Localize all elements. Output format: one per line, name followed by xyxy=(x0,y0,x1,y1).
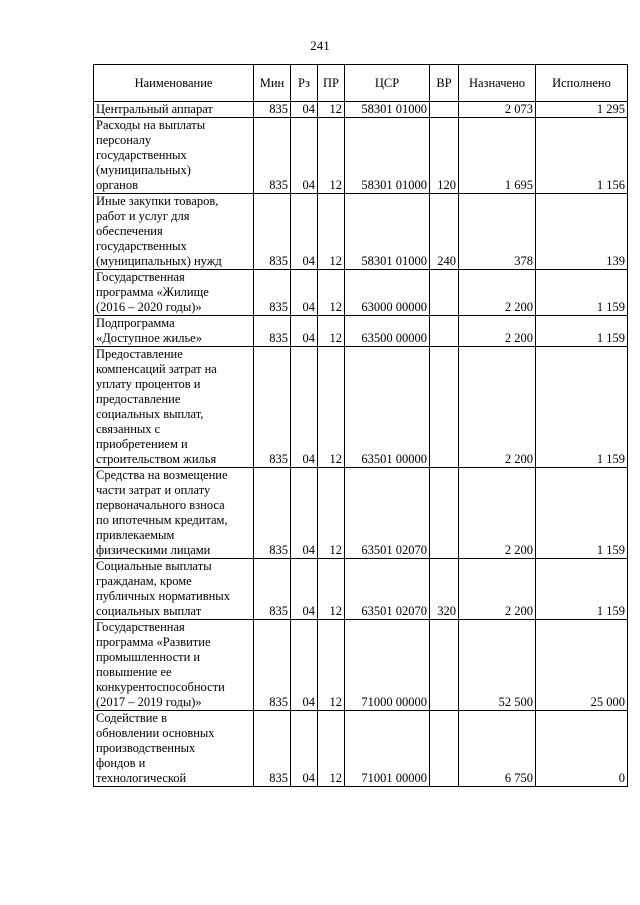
cell-min: 835 xyxy=(254,711,291,787)
table-row xyxy=(94,347,628,468)
cell-name: Расходы на выплаты персоналу государственных (муниципальных) органов xyxy=(94,118,254,194)
cell-pr: 12 xyxy=(318,270,345,316)
cell-min: 835 xyxy=(254,620,291,711)
cell-min: 835 xyxy=(254,102,291,118)
cell-csr: 63000 00000 xyxy=(345,270,430,316)
cell-csr: 63501 02070 xyxy=(345,468,430,559)
cell-name: Государственная программа «Жилище (2016 – 2020 годы)» xyxy=(94,270,254,316)
cell-rz: 04 xyxy=(291,102,318,118)
cell-executed: 139 xyxy=(536,194,628,270)
cell-executed: 25 000 xyxy=(536,620,628,711)
cell-name: Подпрограмма «Доступное жилье» xyxy=(94,316,254,347)
cell-executed: 1 159 xyxy=(536,468,628,559)
header-assigned: Назначено xyxy=(459,65,536,102)
page-number: 241 xyxy=(310,38,330,53)
cell-name: Содействие в обновлении основных производственных фондов и технологической xyxy=(94,711,254,787)
cell-min: 835 xyxy=(254,316,291,347)
cell-rz: 04 xyxy=(291,468,318,559)
cell-csr: 63500 00000 xyxy=(345,316,430,347)
cell-assigned: 2 200 xyxy=(459,347,536,468)
table-body xyxy=(94,102,628,787)
cell-min: 835 xyxy=(254,270,291,316)
cell-vr: 240 xyxy=(430,194,459,270)
cell-assigned: 378 xyxy=(459,194,536,270)
cell-csr: 71001 00000 xyxy=(345,711,430,787)
cell-rz: 04 xyxy=(291,270,318,316)
cell-vr xyxy=(430,316,459,347)
cell-min: 835 xyxy=(254,347,291,468)
cell-executed: 0 xyxy=(536,711,628,787)
cell-min: 835 xyxy=(254,118,291,194)
cell-name: Иные закупки товаров, работ и услуг для обеспечения государственных (муниципальных) нужд xyxy=(94,194,254,270)
header-rz: Рз xyxy=(291,65,318,102)
cell-name: Государственная программа «Развитие промышленности и повышение ее конкурентоспособности (2017 – 2019 годы)» xyxy=(94,620,254,711)
cell-vr xyxy=(430,711,459,787)
cell-csr: 58301 01000 xyxy=(345,194,430,270)
cell-name: Средства на возмещение части затрат и оплату первоначального взноса по ипотечным кредитам, привлекаемым физическими лицами xyxy=(94,468,254,559)
cell-assigned: 52 500 xyxy=(459,620,536,711)
table-row xyxy=(94,118,628,194)
cell-pr: 12 xyxy=(318,347,345,468)
cell-min: 835 xyxy=(254,194,291,270)
table-row xyxy=(94,316,628,347)
cell-name: Центральный аппарат xyxy=(94,102,254,118)
cell-rz: 04 xyxy=(291,620,318,711)
table-header-row xyxy=(94,65,628,102)
header-pr: ПР xyxy=(318,65,345,102)
header-name: Наименование xyxy=(94,65,254,102)
header-vr: ВР xyxy=(430,65,459,102)
header-csr: ЦСР xyxy=(345,65,430,102)
cell-vr xyxy=(430,620,459,711)
table-row xyxy=(94,559,628,620)
cell-name: Социальные выплаты гражданам, кроме публичных нормативных социальных выплат xyxy=(94,559,254,620)
cell-executed: 1 156 xyxy=(536,118,628,194)
cell-rz: 04 xyxy=(291,316,318,347)
cell-vr xyxy=(430,270,459,316)
cell-vr xyxy=(430,468,459,559)
header-min: Мин xyxy=(254,65,291,102)
cell-executed: 1 159 xyxy=(536,347,628,468)
cell-pr: 12 xyxy=(318,194,345,270)
cell-csr: 58301 01000 xyxy=(345,118,430,194)
cell-assigned: 2 200 xyxy=(459,468,536,559)
cell-pr: 12 xyxy=(318,559,345,620)
cell-assigned: 1 695 xyxy=(459,118,536,194)
cell-assigned: 6 750 xyxy=(459,711,536,787)
cell-executed: 1 159 xyxy=(536,559,628,620)
table-row xyxy=(94,102,628,118)
cell-assigned: 2 200 xyxy=(459,270,536,316)
cell-min: 835 xyxy=(254,559,291,620)
cell-rz: 04 xyxy=(291,194,318,270)
table-row xyxy=(94,620,628,711)
cell-vr xyxy=(430,102,459,118)
budget-table xyxy=(93,64,628,787)
cell-executed: 1 159 xyxy=(536,270,628,316)
cell-rz: 04 xyxy=(291,347,318,468)
cell-rz: 04 xyxy=(291,559,318,620)
header-executed: Исполнено xyxy=(536,65,628,102)
cell-pr: 12 xyxy=(318,316,345,347)
cell-rz: 04 xyxy=(291,711,318,787)
table-row xyxy=(94,194,628,270)
cell-executed: 1 159 xyxy=(536,316,628,347)
cell-vr xyxy=(430,347,459,468)
table-row xyxy=(94,468,628,559)
cell-csr: 58301 01000 xyxy=(345,102,430,118)
cell-pr: 12 xyxy=(318,102,345,118)
cell-vr: 320 xyxy=(430,559,459,620)
cell-vr: 120 xyxy=(430,118,459,194)
cell-pr: 12 xyxy=(318,620,345,711)
table-row xyxy=(94,711,628,787)
cell-name: Предоставление компенсаций затрат на уплату процентов и предоставление социальных выплат, связанных с приобретением и строительством жилья xyxy=(94,347,254,468)
cell-executed: 1 295 xyxy=(536,102,628,118)
cell-pr: 12 xyxy=(318,118,345,194)
cell-pr: 12 xyxy=(318,468,345,559)
table-row xyxy=(94,270,628,316)
cell-min: 835 xyxy=(254,468,291,559)
cell-assigned: 2 200 xyxy=(459,559,536,620)
cell-assigned: 2 200 xyxy=(459,316,536,347)
cell-csr: 71000 00000 xyxy=(345,620,430,711)
cell-csr: 63501 02070 xyxy=(345,559,430,620)
cell-csr: 63501 00000 xyxy=(345,347,430,468)
cell-assigned: 2 073 xyxy=(459,102,536,118)
cell-pr: 12 xyxy=(318,711,345,787)
cell-rz: 04 xyxy=(291,118,318,194)
